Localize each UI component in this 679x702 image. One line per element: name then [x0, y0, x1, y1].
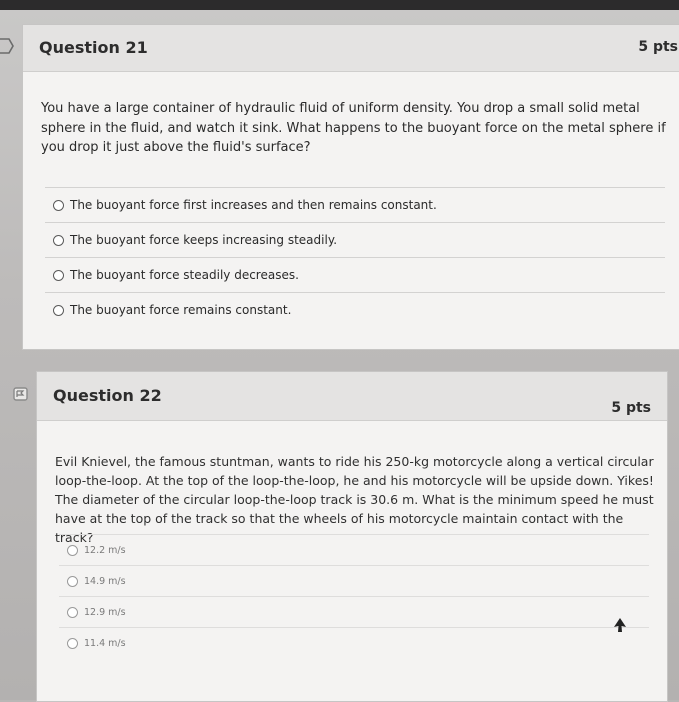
flag-icon[interactable]	[13, 386, 29, 402]
answer-list	[45, 187, 665, 327]
question-header	[23, 25, 679, 72]
answer-option[interactable]	[45, 222, 665, 257]
question-text: Evil Knievel, the famous stuntman, wants to ride his 250-kg motorcycle along a vertical circular loop-the-loop. At the top of the loop-the-loop, he and his motorcycle will be upside down. Yikes! The diameter of the circular loop-the-loop track is 30.6 m. What is the minimum speed he must have at the top of the track so that the wheels of his motorcycle maintain contact with the track?	[55, 454, 654, 545]
radio-button[interactable]	[53, 305, 64, 316]
answer-label: 14.9 m/s	[84, 575, 126, 587]
radio-button[interactable]	[67, 638, 78, 649]
answer-option[interactable]	[59, 627, 649, 658]
answer-option[interactable]	[59, 534, 649, 565]
answer-label: 11.4 m/s	[84, 637, 126, 649]
question-header	[37, 372, 667, 421]
answer-label: The buoyant force first increases and then remains constant.	[70, 198, 437, 212]
answer-option[interactable]	[45, 292, 665, 327]
radio-button[interactable]	[67, 607, 78, 618]
answer-label: 12.9 m/s	[84, 606, 126, 618]
radio-button[interactable]	[67, 545, 78, 556]
question-points: 5 pts	[638, 39, 678, 55]
radio-button[interactable]	[67, 576, 78, 587]
answer-label: The buoyant force keeps increasing steadily.	[70, 233, 338, 247]
question-title: Question 21	[39, 38, 148, 57]
answer-label: The buoyant force remains constant.	[70, 303, 292, 317]
question-title: Question 22	[53, 386, 162, 405]
answer-label: 12.2 m/s	[84, 544, 126, 556]
answer-list	[59, 534, 649, 658]
top-bar	[0, 0, 679, 10]
question-card	[36, 371, 668, 702]
answer-label: The buoyant force steadily decreases.	[70, 268, 299, 282]
radio-button[interactable]	[53, 200, 64, 211]
question-card	[22, 24, 679, 350]
mouse-pointer-icon	[614, 618, 626, 632]
flag-icon[interactable]	[0, 38, 14, 54]
answer-option[interactable]	[45, 187, 665, 222]
answer-option[interactable]	[45, 257, 665, 292]
answer-option[interactable]	[59, 565, 649, 596]
answer-option[interactable]	[59, 596, 649, 627]
question-text: You have a large container of hydraulic fluid of uniform density. You drop a small solid metal sphere in the fluid, and watch it sink. What happens to the buoyant force on the metal sphere if you drop it just above the fluid's surface?	[41, 101, 666, 155]
radio-button[interactable]	[53, 235, 64, 246]
radio-button[interactable]	[53, 270, 64, 281]
question-points: 5 pts	[611, 400, 651, 416]
